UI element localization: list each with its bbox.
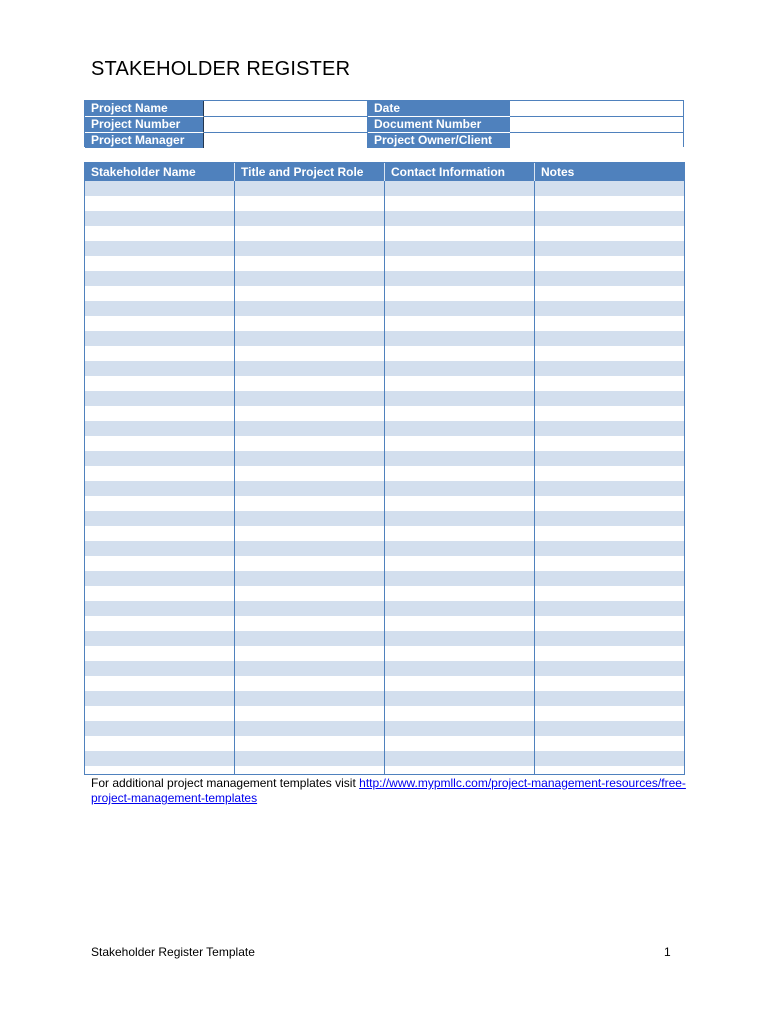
table-row [85, 766, 684, 775]
table-row [85, 526, 684, 541]
table-cell[interactable] [235, 556, 385, 571]
table-cell[interactable] [385, 196, 535, 211]
table-cell[interactable] [535, 571, 684, 586]
table-cell[interactable] [85, 286, 235, 301]
table-cell[interactable] [535, 331, 684, 346]
table-cell[interactable] [235, 631, 385, 646]
table-cell[interactable] [235, 226, 385, 241]
table-row [85, 691, 684, 706]
table-cell[interactable] [535, 436, 684, 451]
table-cell[interactable] [385, 496, 535, 511]
table-cell[interactable] [385, 181, 535, 196]
table-cell[interactable] [535, 256, 684, 271]
table-cell[interactable] [535, 691, 684, 706]
project-number-label: Project Number [85, 117, 204, 133]
table-cell[interactable] [235, 511, 385, 526]
table-cell[interactable] [235, 571, 385, 586]
table-cell[interactable] [535, 406, 684, 421]
table-cell[interactable] [235, 481, 385, 496]
table-row [85, 721, 684, 736]
table-cell[interactable] [535, 346, 684, 361]
table-cell[interactable] [85, 436, 235, 451]
table-cell[interactable] [235, 496, 385, 511]
table-cell[interactable] [85, 391, 235, 406]
table-cell[interactable] [535, 526, 684, 541]
table-cell[interactable] [535, 676, 684, 691]
document-number-label: Document Number [368, 117, 510, 133]
table-cell[interactable] [85, 481, 235, 496]
table-cell[interactable] [385, 466, 535, 481]
project-manager-field[interactable] [204, 133, 368, 148]
table-row [85, 481, 684, 496]
page-title: STAKEHOLDER REGISTER [91, 58, 351, 80]
table-cell[interactable] [235, 601, 385, 616]
footer-title: Stakeholder Register Template [91, 945, 255, 959]
table-cell[interactable] [235, 406, 385, 421]
table-row [85, 271, 684, 286]
table-cell[interactable] [385, 436, 535, 451]
table-row [85, 436, 684, 451]
table-row [85, 646, 684, 661]
table-cell[interactable] [85, 496, 235, 511]
templates-link[interactable]: http://www.mypmllc.com/project-management-resources/free-project-management-templates [91, 776, 686, 805]
table-cell[interactable] [235, 586, 385, 601]
date-label: Date [368, 101, 510, 117]
table-row [85, 496, 684, 511]
column-header-stakeholder-name: Stakeholder Name [85, 163, 235, 181]
table-cell[interactable] [385, 676, 535, 691]
table-cell[interactable] [535, 706, 684, 721]
page-number: 1 [664, 945, 671, 959]
table-cell[interactable] [535, 556, 684, 571]
table-body [85, 181, 684, 774]
table-cell[interactable] [385, 406, 535, 421]
table-cell[interactable] [85, 226, 235, 241]
table-cell[interactable] [535, 721, 684, 736]
table-cell[interactable] [85, 631, 235, 646]
table-row [85, 316, 684, 331]
table-cell[interactable] [85, 421, 235, 436]
document-number-field[interactable] [510, 117, 683, 133]
table-row [85, 751, 684, 766]
table-row [85, 676, 684, 691]
table-cell[interactable] [385, 631, 535, 646]
table-cell[interactable] [385, 736, 535, 751]
table-row [85, 241, 684, 256]
date-field[interactable] [510, 101, 683, 117]
table-cell[interactable] [235, 241, 385, 256]
table-cell[interactable] [385, 346, 535, 361]
table-cell[interactable] [385, 721, 535, 736]
table-cell[interactable] [385, 541, 535, 556]
table-cell[interactable] [535, 511, 684, 526]
table-row [85, 286, 684, 301]
table-cell[interactable] [385, 556, 535, 571]
column-header-contact: Contact Information [385, 163, 535, 181]
table-cell[interactable] [535, 241, 684, 256]
table-cell[interactable] [235, 271, 385, 286]
table-cell[interactable] [385, 571, 535, 586]
table-cell[interactable] [85, 316, 235, 331]
table-cell[interactable] [235, 541, 385, 556]
table-cell[interactable] [85, 406, 235, 421]
table-cell[interactable] [85, 661, 235, 676]
table-cell[interactable] [235, 451, 385, 466]
table-cell[interactable] [535, 196, 684, 211]
table-cell[interactable] [535, 541, 684, 556]
table-cell[interactable] [385, 331, 535, 346]
table-cell[interactable] [385, 751, 535, 766]
table-cell[interactable] [235, 661, 385, 676]
table-cell[interactable] [385, 766, 535, 775]
table-cell[interactable] [535, 601, 684, 616]
table-cell[interactable] [85, 271, 235, 286]
table-cell[interactable] [85, 511, 235, 526]
table-cell[interactable] [235, 361, 385, 376]
table-cell[interactable] [235, 421, 385, 436]
table-row [85, 556, 684, 571]
table-cell[interactable] [385, 511, 535, 526]
table-cell[interactable] [535, 211, 684, 226]
table-cell[interactable] [235, 721, 385, 736]
table-row [85, 466, 684, 481]
table-cell[interactable] [235, 376, 385, 391]
table-cell[interactable] [85, 721, 235, 736]
table-cell[interactable] [385, 361, 535, 376]
table-cell[interactable] [85, 766, 235, 775]
table-cell[interactable] [535, 751, 684, 766]
table-cell[interactable] [85, 586, 235, 601]
table-cell[interactable] [235, 766, 385, 775]
table-row [85, 736, 684, 751]
table-row [85, 331, 684, 346]
table-cell[interactable] [85, 346, 235, 361]
table-row [85, 346, 684, 361]
table-cell[interactable] [535, 466, 684, 481]
table-cell[interactable] [385, 256, 535, 271]
table-row [85, 421, 684, 436]
table-cell[interactable] [235, 436, 385, 451]
table-cell[interactable] [385, 646, 535, 661]
table-cell[interactable] [535, 181, 684, 196]
table-cell[interactable] [385, 286, 535, 301]
table-row [85, 601, 684, 616]
table-cell[interactable] [535, 421, 684, 436]
table-cell[interactable] [85, 691, 235, 706]
table-cell[interactable] [85, 301, 235, 316]
table-cell[interactable] [385, 586, 535, 601]
table-cell[interactable] [85, 556, 235, 571]
table-row [85, 181, 684, 196]
table-cell[interactable] [535, 736, 684, 751]
table-cell[interactable] [385, 421, 535, 436]
project-name-label: Project Name [85, 101, 204, 117]
table-cell[interactable] [385, 316, 535, 331]
table-cell[interactable] [385, 271, 535, 286]
table-cell[interactable] [85, 361, 235, 376]
table-row [85, 571, 684, 586]
table-cell[interactable] [85, 466, 235, 481]
table-cell[interactable] [535, 766, 684, 775]
table-cell[interactable] [385, 301, 535, 316]
table-row [85, 376, 684, 391]
table-cell[interactable] [85, 751, 235, 766]
table-cell[interactable] [85, 181, 235, 196]
table-row [85, 631, 684, 646]
table-row [85, 541, 684, 556]
table-cell[interactable] [85, 211, 235, 226]
table-cell[interactable] [385, 481, 535, 496]
table-cell[interactable] [235, 736, 385, 751]
table-row [85, 451, 684, 466]
table-cell[interactable] [85, 646, 235, 661]
table-cell[interactable] [235, 526, 385, 541]
project-name-field[interactable] [204, 101, 368, 117]
table-cell[interactable] [535, 451, 684, 466]
table-cell[interactable] [385, 241, 535, 256]
table-row [85, 226, 684, 241]
table-cell[interactable] [385, 691, 535, 706]
table-cell[interactable] [535, 646, 684, 661]
footnote-text: For additional project management templates visit [91, 776, 360, 790]
table-cell[interactable] [385, 601, 535, 616]
table-cell[interactable] [85, 676, 235, 691]
table-row [85, 391, 684, 406]
table-cell[interactable] [385, 211, 535, 226]
table-cell[interactable] [385, 661, 535, 676]
table-cell[interactable] [535, 481, 684, 496]
table-cell[interactable] [235, 196, 385, 211]
table-row [85, 406, 684, 421]
table-cell[interactable] [535, 271, 684, 286]
table-cell[interactable] [85, 196, 235, 211]
table-cell[interactable] [85, 451, 235, 466]
table-cell[interactable] [535, 286, 684, 301]
table-row [85, 616, 684, 631]
table-cell[interactable] [535, 391, 684, 406]
table-cell[interactable] [235, 616, 385, 631]
table-row [85, 361, 684, 376]
table-cell[interactable] [535, 631, 684, 646]
table-cell[interactable] [85, 616, 235, 631]
table-cell[interactable] [235, 391, 385, 406]
table-cell[interactable] [385, 526, 535, 541]
table-row [85, 196, 684, 211]
table-cell[interactable] [535, 616, 684, 631]
table-cell[interactable] [235, 211, 385, 226]
table-cell[interactable] [85, 706, 235, 721]
column-header-notes: Notes [541, 165, 575, 179]
table-header [85, 163, 684, 181]
table-cell[interactable] [235, 256, 385, 271]
table-cell[interactable] [235, 316, 385, 331]
project-owner-label: Project Owner/Client [368, 133, 510, 148]
table-cell[interactable] [385, 616, 535, 631]
table-cell[interactable] [535, 301, 684, 316]
table-cell[interactable] [235, 466, 385, 481]
table-cell[interactable] [85, 256, 235, 271]
table-cell[interactable] [385, 391, 535, 406]
table-cell[interactable] [235, 346, 385, 361]
table-cell[interactable] [535, 226, 684, 241]
footnote [91, 776, 691, 806]
table-cell[interactable] [535, 661, 684, 676]
table-cell[interactable] [85, 241, 235, 256]
project-info-table [84, 100, 684, 147]
table-row [85, 511, 684, 526]
table-cell[interactable] [85, 736, 235, 751]
table-row [85, 256, 684, 271]
table-cell[interactable] [535, 376, 684, 391]
table-cell[interactable] [235, 286, 385, 301]
table-row [85, 706, 684, 721]
table-cell[interactable] [235, 691, 385, 706]
table-cell[interactable] [385, 451, 535, 466]
table-cell[interactable] [535, 316, 684, 331]
column-header-title-role: Title and Project Role [235, 163, 385, 181]
table-cell[interactable] [235, 331, 385, 346]
project-number-field[interactable] [204, 117, 368, 133]
table-cell[interactable] [235, 751, 385, 766]
table-row [85, 661, 684, 676]
table-row [85, 211, 684, 226]
table-cell[interactable] [235, 706, 385, 721]
table-cell[interactable] [235, 181, 385, 196]
stakeholder-table [84, 162, 685, 775]
project-manager-label: Project Manager [85, 133, 204, 148]
table-cell[interactable] [85, 601, 235, 616]
table-cell[interactable] [235, 646, 385, 661]
table-cell[interactable] [535, 586, 684, 601]
table-cell[interactable] [235, 301, 385, 316]
table-cell[interactable] [535, 361, 684, 376]
table-cell[interactable] [385, 376, 535, 391]
table-cell[interactable] [85, 376, 235, 391]
table-cell[interactable] [535, 496, 684, 511]
table-row [85, 586, 684, 601]
table-cell[interactable] [385, 226, 535, 241]
project-owner-field[interactable] [510, 133, 683, 148]
table-cell[interactable] [235, 676, 385, 691]
table-cell[interactable] [85, 571, 235, 586]
table-cell[interactable] [85, 526, 235, 541]
table-cell[interactable] [385, 706, 535, 721]
table-cell[interactable] [85, 541, 235, 556]
table-cell[interactable] [85, 331, 235, 346]
table-row [85, 301, 684, 316]
